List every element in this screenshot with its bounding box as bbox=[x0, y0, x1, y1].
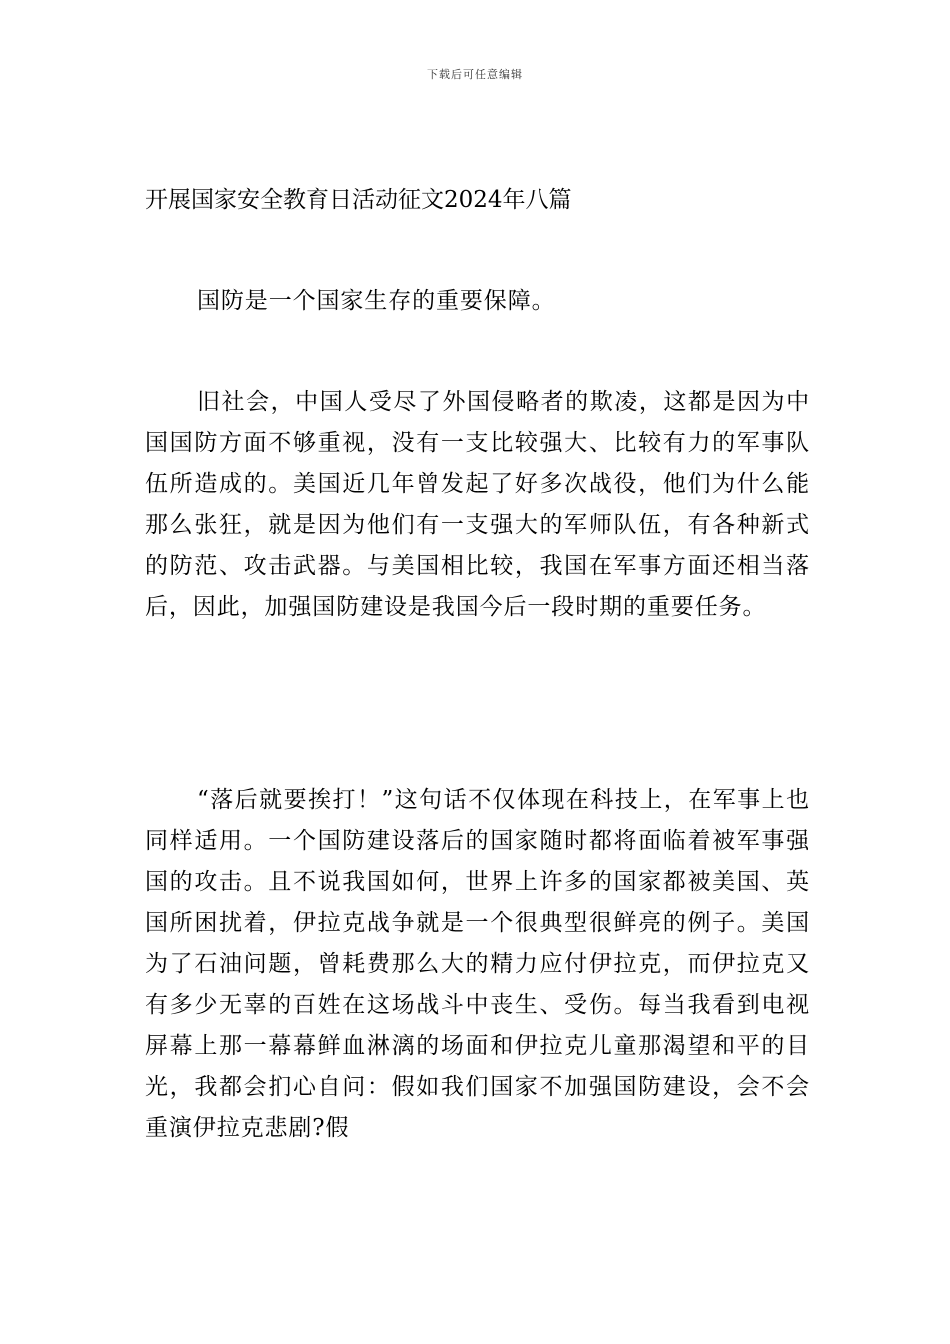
document-title: 开展国家安全教育日活动征文2024年八篇 bbox=[145, 187, 572, 213]
page-header-note: 下载后可任意编辑 bbox=[427, 68, 523, 81]
paragraph-3: “落后就要挨打！”这句话不仅体现在科技上，在军事上也同样适用。一个国防建设落后的国家随时都将面临着被军事强国的攻击。且不说我国如何，世界上许多的国家都被美国、英国所困扰着，伊拉克战争就是一个很典型很鲜亮的例子。美国为了石油问题，曾耗费那么大的精力应付伊拉克，而伊拉克又有多少无辜的百姓在这场战斗中丧生、受伤。每当我看到电视屏幕上那一幕幕鲜血淋漓的场面和伊拉克儿童那渴望和平的目光，我都会扪心自问：假如我们国家不加强国防建设，会不会重演伊拉克悲剧?假 bbox=[145, 787, 810, 1141]
paragraph-2: 旧社会，中国人受尽了外国侵略者的欺凌，这都是因为中国国防方面不够重视，没有一支比较强大、比较有力的军事队伍所造成的。美国近几年曾发起了好多次战役，他们为什么能那么张狂，就是因为他们有一支强大的军师队伍，有各种新式的防范、攻击武器。与美国相比较，我国在军事方面还相当落后，因此，加强国防建设是我国今后一段时期的重要任务。 bbox=[145, 389, 810, 620]
paragraph-1: 国防是一个国家生存的重要保障。 bbox=[197, 288, 556, 314]
